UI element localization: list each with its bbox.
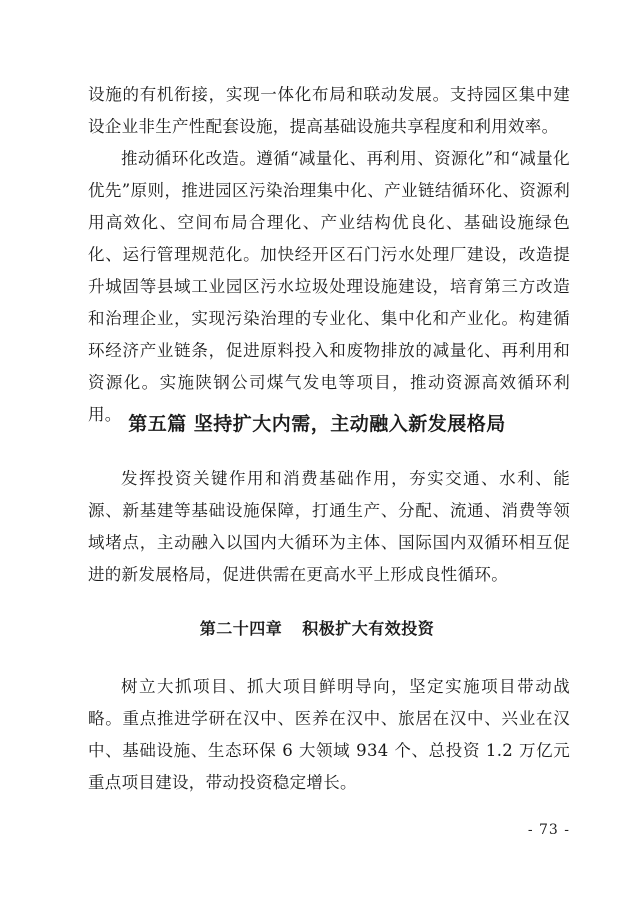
paragraph-part-intro: 发挥投资关键作用和消费基础作用，夯实交通、水利、能源、新基建等基础设施保障，打通生产、分配、流通、消费等领域堵点，主动融入以国内大循环为主体、国际国内双循环相互促进的新发展格局，促进供需在更高水平上形成良性循环。	[88, 469, 570, 584]
paragraph-chapter-intro: 树立大抓项目、抓大项目鲜明导向，坚定实施项目带动战略。重点推进学研在汉中、医养在汉中、旅居在汉中、兴业在汉中、基础设施、生态环保 6 大领域 934 个、总投资 1.2 万亿元重点项目建设，带动投资稳定增长。	[88, 677, 570, 792]
part-heading: 第五篇 坚持扩大内需，主动融入新发展格局	[128, 413, 506, 435]
paragraph-circular-transformation: 推动循环化改造。遵循“减量化、再利用、资源化”和“减量化优先”原则，推进园区污染治理集中化、产业链结循环化、资源利用高效化、空间布局合理化、产业结构优良化、基础设施绿色化、运行管理规范化。加快经开区石门污水处理厂建设，改造提升城固等县域工业园区污水垃圾处理设施建设，培育第三方改造和治理企业，实现污染治理的专业化、集中化和产业化。构建循环经济产业链条，促进原料投入和废物排放的减量化、再利用和资源化。实施陕钢公司煤气发电等项目，推动资源高效循环利用。	[88, 149, 570, 424]
chapter-heading: 第二十四章 积极扩大有效投资	[199, 619, 435, 638]
page-number: - 73 -	[527, 822, 570, 838]
paragraph-continuation: 设施的有机衔接，实现一体化布局和联动发展。支持园区集中建设企业非生产性配套设施，提高基础设施共享程度和利用效率。	[88, 85, 570, 136]
